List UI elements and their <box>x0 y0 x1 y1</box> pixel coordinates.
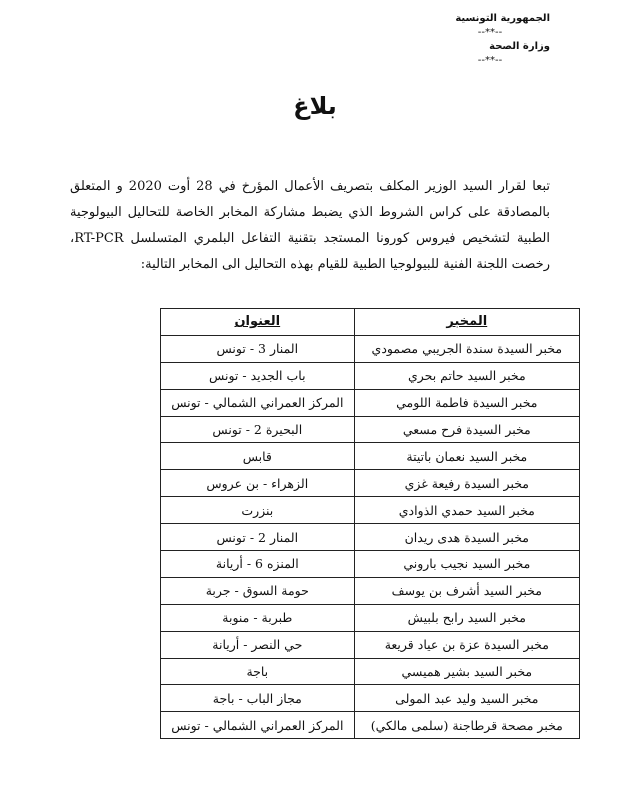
lab-name-cell: مخبر السيد حاتم بحري <box>354 362 579 389</box>
lab-address-cell: المنار 3 - تونس <box>161 335 355 362</box>
lab-address-cell: بنزرت <box>161 497 355 524</box>
lab-address-cell: قابس <box>161 443 355 470</box>
table-row <box>161 497 580 524</box>
lab-address-cell: حي النصر - أريانة <box>161 631 355 658</box>
table-header-row <box>161 309 580 336</box>
table-row <box>161 685 580 712</box>
lab-address-cell: باجة <box>161 658 355 685</box>
separator: --**-- <box>477 55 503 66</box>
separator: --**-- <box>477 27 503 38</box>
lab-address-cell: طبربة - منوبة <box>161 604 355 631</box>
table-row <box>161 551 580 578</box>
table-row <box>161 658 580 685</box>
lab-name-cell: مخبر السيد أشرف بن يوسف <box>354 577 579 604</box>
lab-name-cell: مخبر السيدة فرح مسعي <box>354 416 579 443</box>
lab-name-cell: مخبر مصحة قرطاجنة (سلمى مالكي) <box>354 712 579 739</box>
lab-address-cell: المنار 2 - تونس <box>161 524 355 551</box>
table-row <box>161 335 580 362</box>
lab-address-cell: المركز العمراني الشمالي - تونس <box>161 389 355 416</box>
column-header-address: العنوان <box>161 309 355 336</box>
letterhead <box>430 12 550 68</box>
table-row <box>161 712 580 739</box>
lab-address-cell: البحيرة 2 - تونس <box>161 416 355 443</box>
announcement-paragraph: تبعا لقرار السيد الوزير المكلف بتصريف الأعمال المؤرخ في 28 أوت 2020 و المتعلق بالمصادقة على كراس الشروط الذي يضبط مشاركة المخابر الخاصة للتحاليل البيولوجية الطبية لتشخيص فيروس كورونا المستجد بتقنية التفاعل البلمري المتسلسل RT-PCR، رخصت اللجنة الفنية للبيولوجيا الطبية للقيام بهذه التحاليل الى المخابر التالية: <box>70 179 550 272</box>
table-row <box>161 362 580 389</box>
labs-table-body <box>161 335 580 738</box>
lab-address-cell: حومة السوق - جربة <box>161 577 355 604</box>
lab-address-cell: مجاز الباب - باجة <box>161 685 355 712</box>
lab-name-cell: مخبر السيدة هدى ريدان <box>354 524 579 551</box>
lab-name-cell: مخبر السيد نعمان باتيتة <box>354 443 579 470</box>
lab-name-cell: مخبر السيدة رفيعة غزي <box>354 470 579 497</box>
labs-table <box>160 308 580 739</box>
document-title: بلاغ <box>293 92 337 120</box>
lab-name-cell: مخبر السيد نجيب باروني <box>354 551 579 578</box>
column-header-lab: المخبر <box>354 309 579 336</box>
lab-address-cell: باب الجديد - تونس <box>161 362 355 389</box>
lab-name-cell: مخبر السيدة سندة الجريبي مصمودي <box>354 335 579 362</box>
lab-address-cell: الزهراء - بن عروس <box>161 470 355 497</box>
lab-name-cell: مخبر السيد وليد عبد المولى <box>354 685 579 712</box>
lab-name-cell: مخبر السيد حمدي الذوادي <box>354 497 579 524</box>
lab-name-cell: مخبر السيدة فاطمة اللومي <box>354 389 579 416</box>
republic-name: الجمهورية التونسية <box>455 13 550 24</box>
lab-address-cell: المنزه 6 - أريانة <box>161 551 355 578</box>
table-row <box>161 389 580 416</box>
table-row <box>161 631 580 658</box>
table-row <box>161 604 580 631</box>
lab-name-cell: مخبر السيد بشير هميسي <box>354 658 579 685</box>
table-row <box>161 470 580 497</box>
table-row <box>161 416 580 443</box>
table-row <box>161 524 580 551</box>
lab-address-cell: المركز العمراني الشمالي - تونس <box>161 712 355 739</box>
ministry-name: وزارة الصحة <box>489 41 550 52</box>
lab-name-cell: مخبر السيدة عزة بن عياد قريعة <box>354 631 579 658</box>
lab-name-cell: مخبر السيد رابح بلبيش <box>354 604 579 631</box>
table-row <box>161 577 580 604</box>
table-row <box>161 443 580 470</box>
